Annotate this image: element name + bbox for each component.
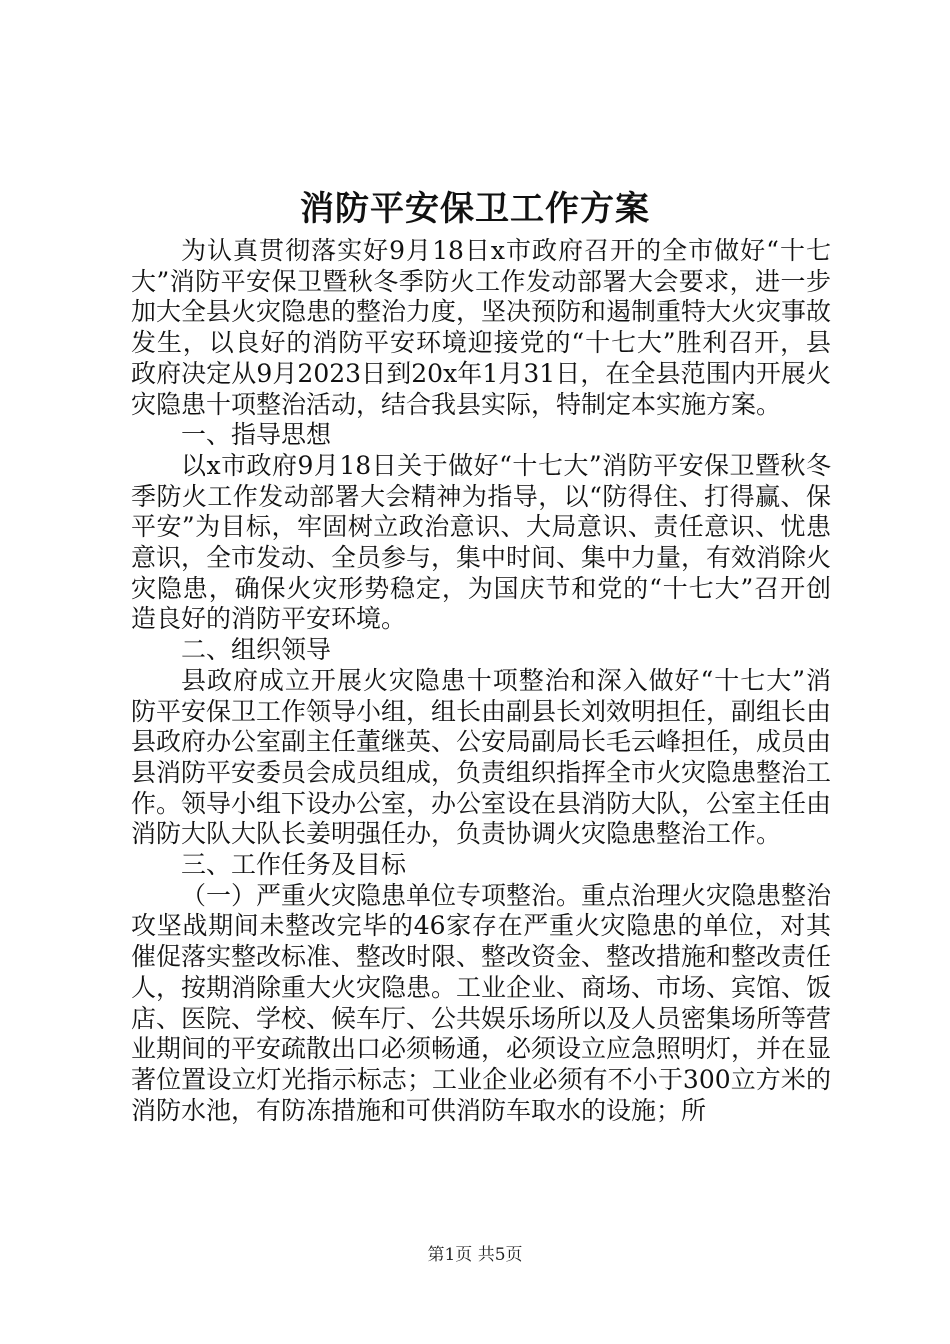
organization-paragraph: 县政府成立开展火灾隐患十项整治和深入做好“十七大”消防平安保卫工作领导小组，组长由副县长刘效明担任，副组长由县政府办公室副主任董继英、公安局副局长毛云峰担任，成员由县消防平安委员会成员组成，负责组织指挥全市火灾隐患整治工作。领导小组下设办公室，办公室设在县消防大队，公室主任由消防大队大队长姜明强任办，负责协调火灾隐患整治工作。 <box>131 665 832 849</box>
document-title: 消防平安保卫工作方案 <box>300 189 650 229</box>
document-body <box>131 236 831 1126</box>
section-heading-organization: 二、组织领导 <box>181 635 332 665</box>
guiding-ideology-paragraph: 以x市政府9月18日关于做好“十七大”消防平安保卫暨秋冬季防火工作发动部署大会精神为指导，以“防得住、打得赢、保平安”为目标，牢固树立政治意识、大局意识、责任意识、忧患意识，全市发动、全员参与，集中时间、集中力量，有效消除火灾隐患，确保火灾形势稳定，为国庆节和党的“十七大”召开创造良好的消防平安环境。 <box>131 450 832 634</box>
page-number: 第1页 共5页 <box>427 1245 523 1265</box>
tasks-goals-paragraph: （一）严重火灾隐患单位专项整治。重点治理火灾隐患整治攻坚战期间未整改完毕的46家存在严重火灾隐患的单位，对其催促落实整改标准、整改时限、整改资金、整改措施和整改责任人，按期消除重大火灾隐患。工业企业、商场、市场、宾馆、饭店、医院、学校、候车厅、公共娱乐场所以及人员密集场所等营业期间的平安疏散出口必须畅通，必须设立应急照明灯，并在显著位置设立灯光指示标志；工业企业必须有不小于300立方米的消防水池，有防冻措施和可供消防车取水的设施；所 <box>131 880 832 1125</box>
intro-paragraph: 为认真贯彻落实好9月18日x市政府召开的全市做好“十七大”消防平安保卫暨秋冬季防火工作发动部署大会要求，进一步加大全县火灾隐患的整治力度，坚决预防和遏制重特大火灾事故发生，以良好的消防平安环境迎接党的“十七大”胜利召开，县政府决定从9月2023日到20x年1月31日，在全县范围内开展火灾隐患十项整治活动，结合我县实际，特制定本实施方案。 <box>131 236 832 419</box>
section-heading-tasks-goals: 三、工作任务及目标 <box>181 850 407 880</box>
section-heading-guiding-ideology: 一、指导思想 <box>181 420 332 450</box>
